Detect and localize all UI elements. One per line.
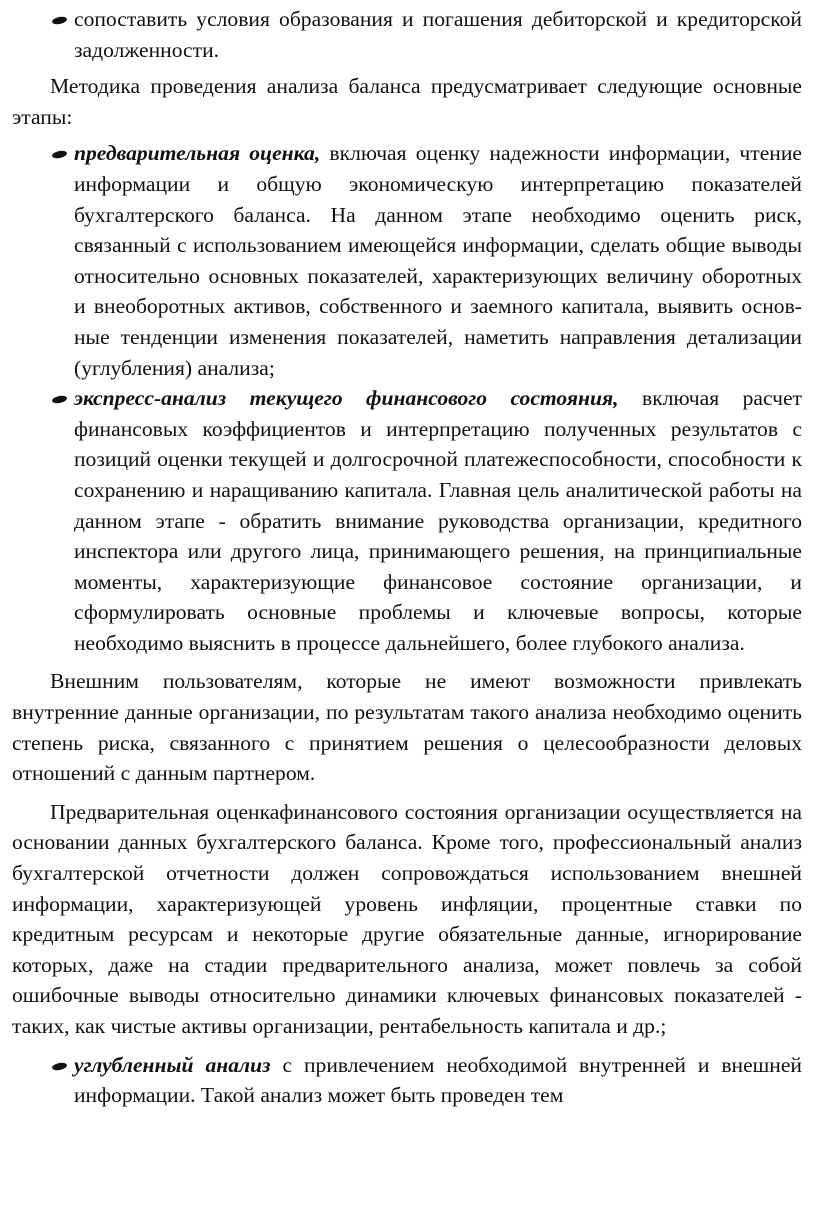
list-item-text: включая расчет финансовых коэффициентов и интерпретацию полученных результатов с позиций оценки текущей и долгосрочной платежеспособности, способности к сохранению и наращиванию капитала. Главная цель аналитической работы на данном этапе - обратить внимание руководства организации, кредитного инспектора или другого лица, принимающего решения, на принципиальные моменты, характеризующие финансовое состояние организации, и сформулировать основные проблемы и ключевые вопросы, которые необходимо выяснить в процессе дальнейшего, более глубокого анализа. (74, 386, 802, 655)
paragraph-external-users: Внешним пользователям, которые не имеют возможности привлекать внутренние данные организации, по результатам такого анализа необходимо оценить степень риска, связанного с принятием решения о целесообразности деловых отношений с данным партнером. (12, 669, 802, 786)
list-item-text: с привлечением необходимой внутренней и внешней информации. Такой анализ может быть проведен тем (74, 1052, 802, 1108)
bullet-icon (51, 16, 67, 26)
list-item-text: включая оценку надежности информации, чтение информации и общую экономическую интерпретацию показателей бухгалтерского баланса. На данном этапе необходимо оценить риск, связанный с использованием имеющейся информации, сделать общие выводы относительно основных показателей, характеризующих величину оборотных и внеоборотных активов, собственного и заемного капитала, выявить основные тенденции изменения показателей, наметить направления детализации (углубления) анализа; (74, 141, 802, 380)
list-item-express-analysis (12, 383, 802, 658)
bullet-icon (51, 150, 67, 160)
paragraph-preliminary-financial-assessment: Предварительная оценкафинансового состояния организации осуществляется на основании данных бухгалтерского баланса. Кроме того, профессиональный анализ бухгалтерской отчетности должен сопровождаться использованием внешней информации, характеризующей уровень инфляции, процентные ставки по кредитным ресурсам и некоторые другие обязательные данные, игнорирование которых, даже на стадии предварительного анализа, может повлечь за собой ошибочные выводы относительно динамики ключевых финансовых показателей - таких, как чистые активы организации, рентабельность капитала и др.; (12, 799, 802, 1038)
list-item-term: экспресс-анализ текущего финансового состояния, (74, 386, 619, 411)
document-page (12, 4, 802, 1111)
list-item-in-depth-analysis (12, 1050, 802, 1111)
list-item-term: предварительная оценка, (74, 141, 321, 166)
paragraph-methodology-intro: Методика проведения анализа баланса предусматривает следующие основные этапы: (12, 74, 802, 129)
list-item-text: сопоставить условия образования и погашения дебиторской и кредиторской задолженности. (74, 7, 802, 62)
list-item-term: углубленный анализ (74, 1052, 271, 1077)
bullet-icon (51, 1061, 67, 1071)
bullet-icon (51, 395, 67, 405)
list-item-preliminary-assessment (12, 138, 802, 383)
list-item-compare-conditions (12, 4, 802, 65)
